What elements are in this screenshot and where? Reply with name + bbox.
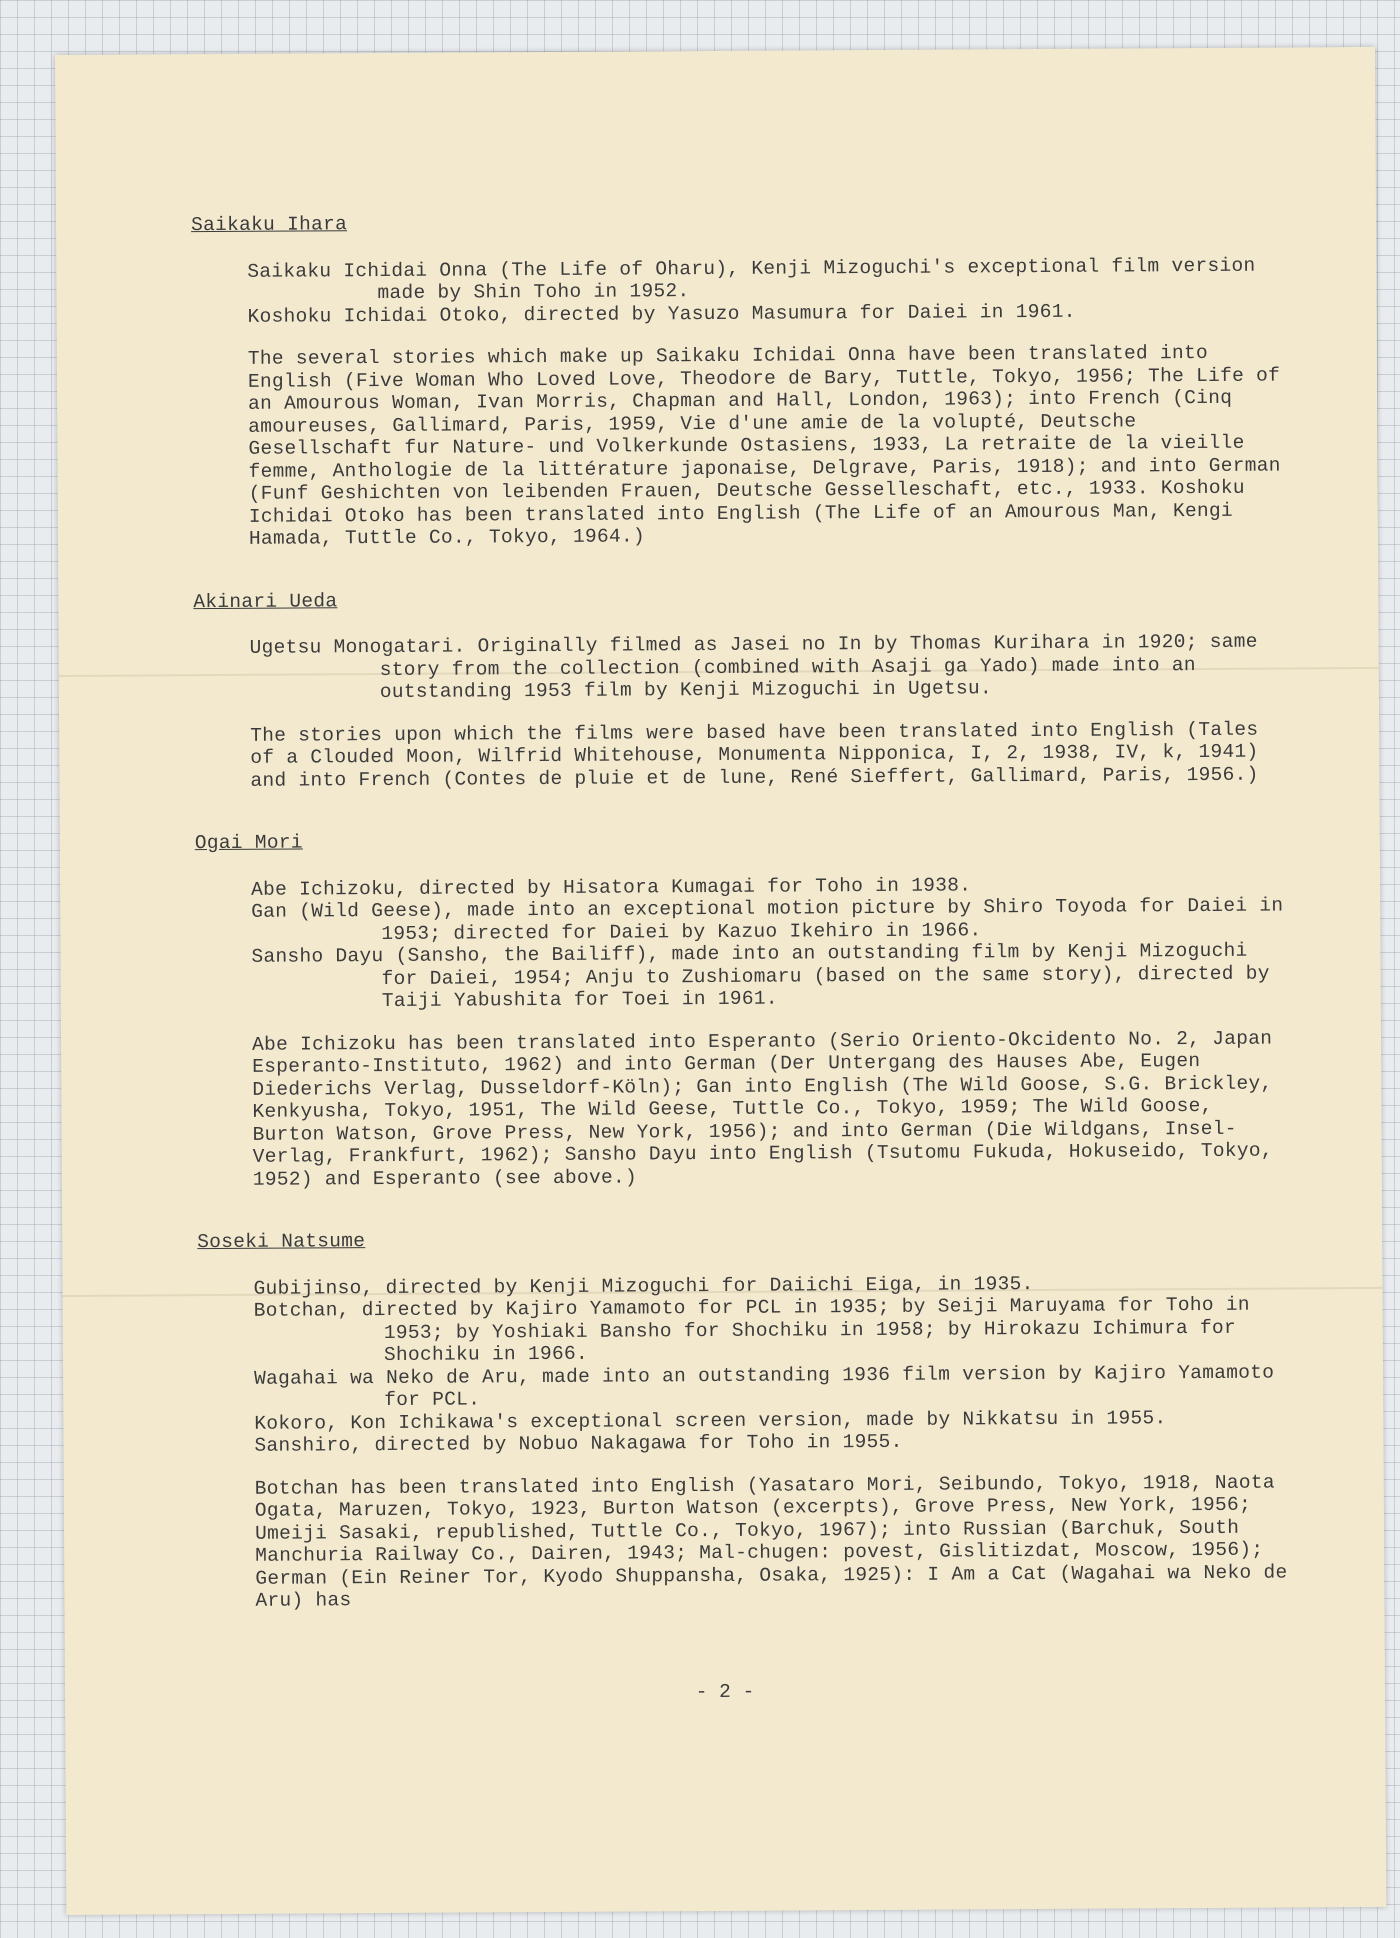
section-heading: Akinari Ueda <box>193 589 338 613</box>
section-saikaku-ihara <box>190 208 1293 551</box>
translation-paragraph: The stories upon which the films were based have been translated into English (Tales of a Clouded Moon, Wilfrid Whitehouse, Monumenta Nipponica, I, 2, 1938, IV, k, 1941) and into French (Contes de pluie et de lune, René Sieffert, Gallimard, Paris, 1956.) <box>250 718 1271 792</box>
translation-paragraph: Abe Ichizoku has been translated into Esperanto (Serio Oriento-Okcidento No. 2, Japan Esperanto-Instituto, 1962) and into German (Der Untergang des Hauses Abe, Eugen Diederichs Verlag, Dusseldorf-Köln); Gan into English (The Wild Goose, S.G. Brickley, Kenkyusha, Tokyo, 1951, The Wild Geese, Tuttle Co., Tokyo, 1959; The Wild Goose, Burton Watson, Grove Press, New York, 1956); and into German (Die Wildgans, Insel-Verlag, Frankfurt, 1962); Sansho Dayu into English (Tsutomu Fukuda, Hokuseido, Tokyo, 1952) and Esperanto (see above.) <box>251 1027 1285 1191</box>
page-number: - 2 - <box>695 1680 755 1704</box>
film-entry: Koshoku Ichidai Otoko, directed by Yasuzo Masumura for Daiei in 1961. <box>247 300 1076 328</box>
film-entry: Sansho Dayu (Sansho, the Bailiff), made into an outstanding film by Kenji Mizoguchi for Daiei, 1954; Anju to Zushiomaru (based on the same story), directed by Taiji Yabushita for Toei in 1961. <box>251 939 1282 1013</box>
film-entry: Gubijinso, directed by Kenji Mizoguchi for Daiichi Eiga, in 1935. <box>253 1272 1034 1300</box>
section-heading: Ogai Mori <box>194 831 303 855</box>
section-heading: Soseki Natsume <box>197 1230 366 1254</box>
document-page <box>55 47 1386 1915</box>
document-content <box>190 208 1300 1653</box>
translation-paragraph: The several stories which make up Saikaku Ichidai Onna have been translated into English (Five Woman Who Loved Love, Theodore de Bary, Tuttle, Tokyo, 1956; The Life of an Amourous Woman, Ivan Morris, Chapman and Hall, London, 1963); into French (Cinq amoureuses, Gallimard, Paris, 1959, Vie d'une amie de la volupté, Deutsche Gesellschaft fur Nature- und Volkerkunde Ostasiens, 1933, La retraite de la vieille femme, Anthologie de la littérature japonaise, Delgrave, Paris, 1918); and into German (Funf Geshichten von leibenden Frauen, Deutsche Gesselleschaft, etc., 1933. Koshoku Ichidai Otoko has been translated into English (The Life of an Amourous Man, Kengi Hamada, Tuttle Co., Tokyo, 1964.) <box>247 341 1293 550</box>
section-akinari-ueda <box>193 584 1284 792</box>
film-entry: Botchan, directed by Kajiro Yamamoto for PCL in 1935; by Seiji Maruyama for Toho in 1953; by Yoshiaki Bansho for Shochiku in 1958; by Hirokazu Ichimura for Shochiku in 1966. <box>253 1293 1262 1367</box>
film-entry: Abe Ichizoku, directed by Hisatora Kumagai for Toho in 1938. <box>251 873 972 901</box>
section-soseki-natsume <box>197 1224 1300 1612</box>
film-entries <box>251 872 1296 1013</box>
film-entries <box>253 1271 1288 1457</box>
film-entry: Kokoro, Kon Ichikawa's exceptional screen version, made by Nikkatsu in 1955. <box>254 1406 1167 1435</box>
film-entries <box>250 631 1284 705</box>
film-entries <box>247 254 1281 328</box>
film-entry: Wagahai wa Neko de Aru, made into an outstanding 1936 film version by Kajiro Yamamoto for PCL. <box>254 1361 1287 1412</box>
film-entry: Sanshiro, directed by Nobuo Nakagawa for Toho in 1955. <box>254 1430 903 1457</box>
film-entry: Ugetsu Monogatari. Originally filmed as Jasei no In by Thomas Kurihara in 1920; same story from the collection (combined with Asaji ga Yado) made into an outstanding 1953 film by Kenji Mizoguchi in Ugetsu. <box>249 630 1270 704</box>
section-ogai-mori <box>194 826 1296 1192</box>
film-entry: Gan (Wild Geese), made into an exceptional motion picture by Shiro Toyoda for Daiei in 1953; directed for Daiei by Kazuo Ikehiro in 1966. <box>251 894 1296 945</box>
section-heading: Saikaku Ihara <box>190 213 348 237</box>
translation-paragraph: Botchan has been translated into English (Yasataro Mori, Seibundo, Tokyo, 1918, Naota Ogata, Maruzen, Tokyo, 1923, Burton Watson (excerpts), Grove Press, New York, 1956; Umeiji Sasaki, republished, Tuttle Co., Tokyo, 1967); into Russian (Barchuk, South Manchuria Railway Co., Dairen, 1943; Mal-chugen: povest, Gislitizdat, Moscow, 1956); German (Ein Reiner Tor, Kyodo Shuppansha, Osaka, 1925): I Am a Cat (Wagahai wa Neko de Aru) has <box>254 1471 1300 1612</box>
film-entry: Saikaku Ichidai Onna (The Life of Oharu), Kenji Mizoguchi's exceptional film version made by Shin Toho in 1952. <box>247 254 1268 305</box>
